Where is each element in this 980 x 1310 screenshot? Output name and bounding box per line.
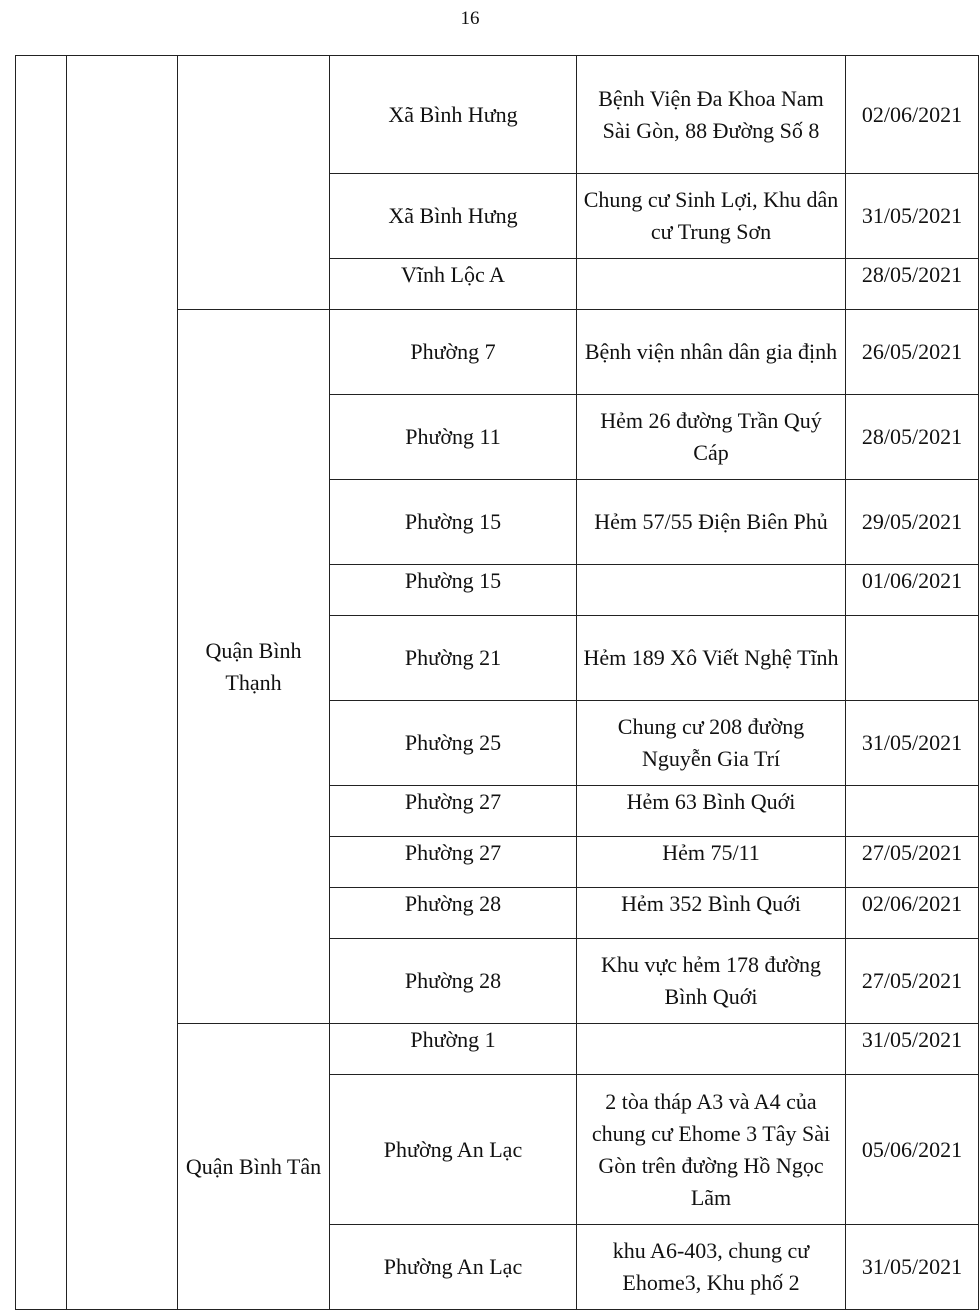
location-cell: Hẻm 352 Bình Quới xyxy=(577,888,846,939)
ward-cell: Vĩnh Lộc A xyxy=(330,259,577,310)
date-cell: 31/05/2021 xyxy=(846,174,979,259)
date-cell: 01/06/2021 xyxy=(846,565,979,616)
date-cell: 27/05/2021 xyxy=(846,837,979,888)
date-cell: 31/05/2021 xyxy=(846,1225,979,1310)
district-cell xyxy=(178,56,330,310)
location-cell: Bệnh viện nhân dân gia định xyxy=(577,310,846,395)
category-cell xyxy=(67,56,178,1310)
ward-cell: Phường 7 xyxy=(330,310,577,395)
location-cell: Chung cư Sinh Lợi, Khu dân cư Trung Sơn xyxy=(577,174,846,259)
location-cell: Hẻm 26 đường Trần Quý Cáp xyxy=(577,395,846,480)
location-cell xyxy=(577,565,846,616)
ward-cell: Phường 25 xyxy=(330,701,577,786)
location-cell: Khu vực hẻm 178 đường Bình Quới xyxy=(577,939,846,1024)
ward-cell: Xã Bình Hưng xyxy=(330,174,577,259)
district-cell: Quận Bình Thạnh xyxy=(178,310,330,1024)
location-cell xyxy=(577,259,846,310)
date-cell xyxy=(846,616,979,701)
ward-cell: Phường 15 xyxy=(330,565,577,616)
ward-cell: Phường 28 xyxy=(330,939,577,1024)
location-cell: Hẻm 63 Bình Quới xyxy=(577,786,846,837)
ward-cell: Phường 15 xyxy=(330,480,577,565)
date-cell: 31/05/2021 xyxy=(846,1024,979,1075)
location-cell: 2 tòa tháp A3 và A4 của chung cư Ehome 3 Tây Sài Gòn trên đường Hồ Ngọc Lãm xyxy=(577,1075,846,1225)
location-cell: Hẻm 57/55 Điện Biên Phủ xyxy=(577,480,846,565)
outbreak-locations-table xyxy=(15,55,979,1310)
date-cell: 02/06/2021 xyxy=(846,56,979,174)
date-cell: 26/05/2021 xyxy=(846,310,979,395)
location-cell xyxy=(577,1024,846,1075)
date-cell: 02/06/2021 xyxy=(846,888,979,939)
ward-cell: Phường 1 xyxy=(330,1024,577,1075)
location-cell: khu A6-403, chung cư Ehome3, Khu phố 2 xyxy=(577,1225,846,1310)
date-cell xyxy=(846,786,979,837)
date-cell: 28/05/2021 xyxy=(846,395,979,480)
ward-cell: Xã Bình Hưng xyxy=(330,56,577,174)
page-number: 16 xyxy=(460,8,480,29)
location-cell: Chung cư 208 đường Nguyễn Gia Trí xyxy=(577,701,846,786)
date-cell: 05/06/2021 xyxy=(846,1075,979,1225)
table-row xyxy=(16,56,979,174)
ward-cell: Phường 27 xyxy=(330,837,577,888)
date-cell: 31/05/2021 xyxy=(846,701,979,786)
date-cell: 28/05/2021 xyxy=(846,259,979,310)
index-cell xyxy=(16,56,67,1310)
ward-cell: Phường An Lạc xyxy=(330,1075,577,1225)
ward-cell: Phường 28 xyxy=(330,888,577,939)
location-cell: Bệnh Viện Đa Khoa Nam Sài Gòn, 88 Đường Số 8 xyxy=(577,56,846,174)
location-cell: Hẻm 75/11 xyxy=(577,837,846,888)
ward-cell: Phường 27 xyxy=(330,786,577,837)
date-cell: 29/05/2021 xyxy=(846,480,979,565)
location-cell: Hẻm 189 Xô Viết Nghệ Tĩnh xyxy=(577,616,846,701)
ward-cell: Phường 11 xyxy=(330,395,577,480)
ward-cell: Phường 21 xyxy=(330,616,577,701)
ward-cell: Phường An Lạc xyxy=(330,1225,577,1310)
district-cell: Quận Bình Tân xyxy=(178,1024,330,1310)
date-cell: 27/05/2021 xyxy=(846,939,979,1024)
